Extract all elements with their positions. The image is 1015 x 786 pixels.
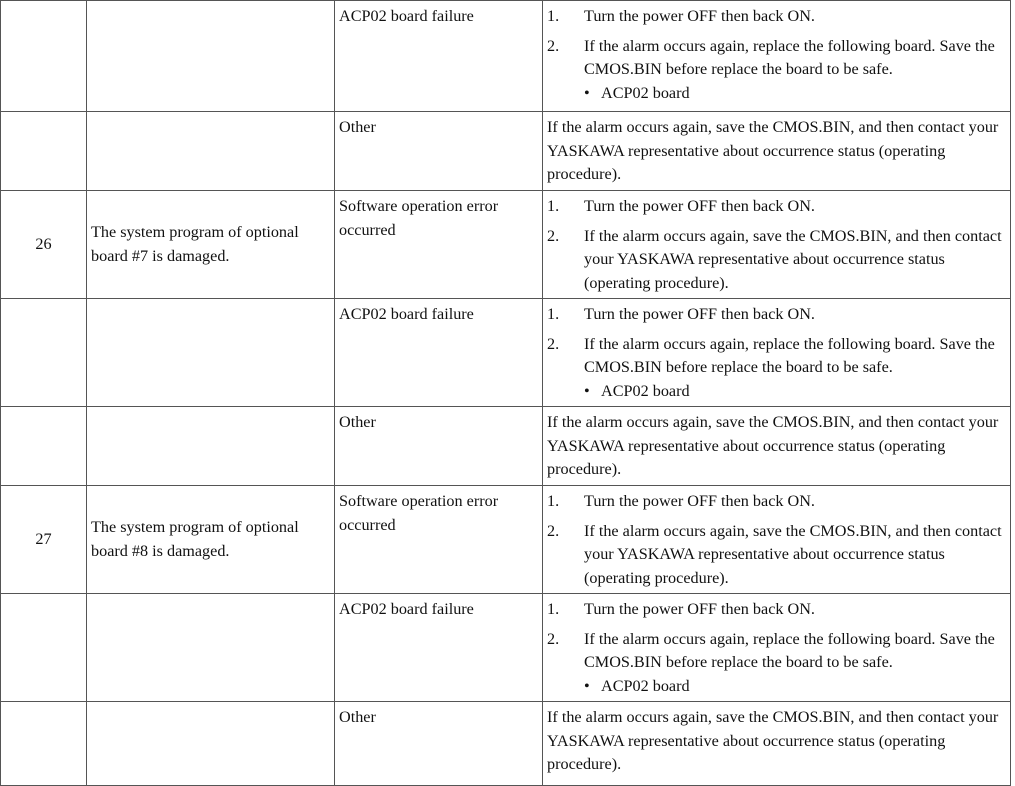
remedy-step bbox=[547, 195, 1008, 219]
alarm-cause: ACP02 board failure bbox=[335, 299, 543, 407]
step-number: 2. bbox=[547, 226, 560, 245]
alarm-cause: ACP02 board failure bbox=[335, 1, 543, 112]
step-text: If the alarm occurs again, replace the following board. Save the CMOS.BIN before replace the board to be safe. bbox=[584, 334, 995, 376]
step-text: Turn the power OFF then back ON. bbox=[584, 7, 815, 25]
alarm-cause: Software operation error occurred bbox=[335, 486, 543, 594]
alarm-number bbox=[1, 594, 87, 702]
alarm-description bbox=[87, 407, 335, 486]
table-row bbox=[1, 191, 1011, 299]
step-text: Turn the power OFF then back ON. bbox=[584, 492, 815, 510]
step-number: 2. bbox=[547, 36, 560, 55]
remedy-text: If the alarm occurs again, save the CMOS.BIN, and then contact your YASKAWA representative about occurrence status (operating procedure). bbox=[547, 118, 999, 183]
alarm-remedy bbox=[543, 407, 1011, 486]
step-number: 1. bbox=[547, 600, 560, 618]
board-bullet bbox=[584, 380, 1008, 404]
alarm-description bbox=[87, 112, 335, 191]
alarm-remedy bbox=[543, 486, 1011, 594]
alarm-remedy bbox=[543, 594, 1011, 702]
table-row bbox=[1, 702, 1011, 786]
remedy-step bbox=[547, 225, 1008, 296]
table-row bbox=[1, 112, 1011, 191]
alarm-description: The system program of optional board #7 is damaged. bbox=[87, 191, 335, 299]
alarm-remedy bbox=[543, 299, 1011, 407]
alarm-cause: Software operation error occurred bbox=[335, 191, 543, 299]
table-row bbox=[1, 407, 1011, 486]
step-number: 2. bbox=[547, 521, 560, 540]
bullet-icon: • bbox=[584, 83, 590, 102]
alarm-number: 26 bbox=[1, 191, 87, 299]
bullet-text: ACP02 board bbox=[601, 676, 690, 695]
alarm-cause: Other bbox=[335, 407, 543, 486]
alarm-description bbox=[87, 299, 335, 407]
step-number: 1. bbox=[547, 492, 560, 510]
table-row bbox=[1, 486, 1011, 594]
table-row bbox=[1, 594, 1011, 702]
step-number: 1. bbox=[547, 197, 560, 215]
board-bullet bbox=[584, 675, 1008, 699]
remedy-step bbox=[547, 628, 1008, 675]
remedy-step bbox=[547, 333, 1008, 380]
alarm-description: The system program of optional board #8 is damaged. bbox=[87, 486, 335, 594]
remedy-step bbox=[547, 303, 1008, 327]
remedy-step bbox=[547, 598, 1008, 622]
bullet-icon: • bbox=[584, 676, 590, 695]
alarm-cause: Other bbox=[335, 112, 543, 191]
bullet-text: ACP02 board bbox=[601, 83, 690, 102]
alarm-cause: ACP02 board failure bbox=[335, 594, 543, 702]
alarm-description bbox=[87, 1, 335, 112]
remedy-step bbox=[547, 5, 1008, 29]
alarm-table-body bbox=[1, 1, 1011, 786]
step-text: If the alarm occurs again, replace the following board. Save the CMOS.BIN before replace the board to be safe. bbox=[584, 629, 995, 671]
alarm-remedy bbox=[543, 1, 1011, 112]
step-number: 1. bbox=[547, 7, 560, 25]
table-row bbox=[1, 299, 1011, 407]
step-text: If the alarm occurs again, save the CMOS.BIN, and then contact your YASKAWA representative about occurrence status (operating procedure). bbox=[584, 226, 1002, 292]
step-number: 2. bbox=[547, 629, 560, 648]
table-row bbox=[1, 1, 1011, 112]
step-text: Turn the power OFF then back ON. bbox=[584, 197, 815, 215]
alarm-remedy bbox=[543, 112, 1011, 191]
alarm-description bbox=[87, 702, 335, 786]
remedy-text: If the alarm occurs again, save the CMOS.BIN, and then contact your YASKAWA representative about occurrence status (operating procedure). bbox=[547, 413, 999, 478]
remedy-step bbox=[547, 35, 1008, 82]
alarm-number bbox=[1, 702, 87, 786]
alarm-description bbox=[87, 594, 335, 702]
remedy-step bbox=[547, 490, 1008, 514]
step-text: Turn the power OFF then back ON. bbox=[584, 600, 815, 618]
bullet-text: ACP02 board bbox=[601, 381, 690, 400]
alarm-number: 27 bbox=[1, 486, 87, 594]
alarm-number bbox=[1, 1, 87, 112]
alarm-remedy bbox=[543, 191, 1011, 299]
step-text: Turn the power OFF then back ON. bbox=[584, 305, 815, 323]
alarm-number bbox=[1, 407, 87, 486]
board-bullet bbox=[584, 82, 1008, 106]
step-number: 1. bbox=[547, 305, 560, 323]
alarm-number bbox=[1, 112, 87, 191]
alarm-number bbox=[1, 299, 87, 407]
alarm-remedy bbox=[543, 702, 1011, 786]
step-text: If the alarm occurs again, save the CMOS.BIN, and then contact your YASKAWA representative about occurrence status (operating procedure). bbox=[584, 521, 1002, 587]
step-number: 2. bbox=[547, 334, 560, 353]
alarm-cause: Other bbox=[335, 702, 543, 786]
bullet-icon: • bbox=[584, 381, 590, 400]
remedy-text: If the alarm occurs again, save the CMOS.BIN, and then contact your YASKAWA representative about occurrence status (operating procedure). bbox=[547, 708, 999, 773]
step-text: If the alarm occurs again, replace the following board. Save the CMOS.BIN before replace the board to be safe. bbox=[584, 36, 995, 78]
remedy-step bbox=[547, 520, 1008, 591]
